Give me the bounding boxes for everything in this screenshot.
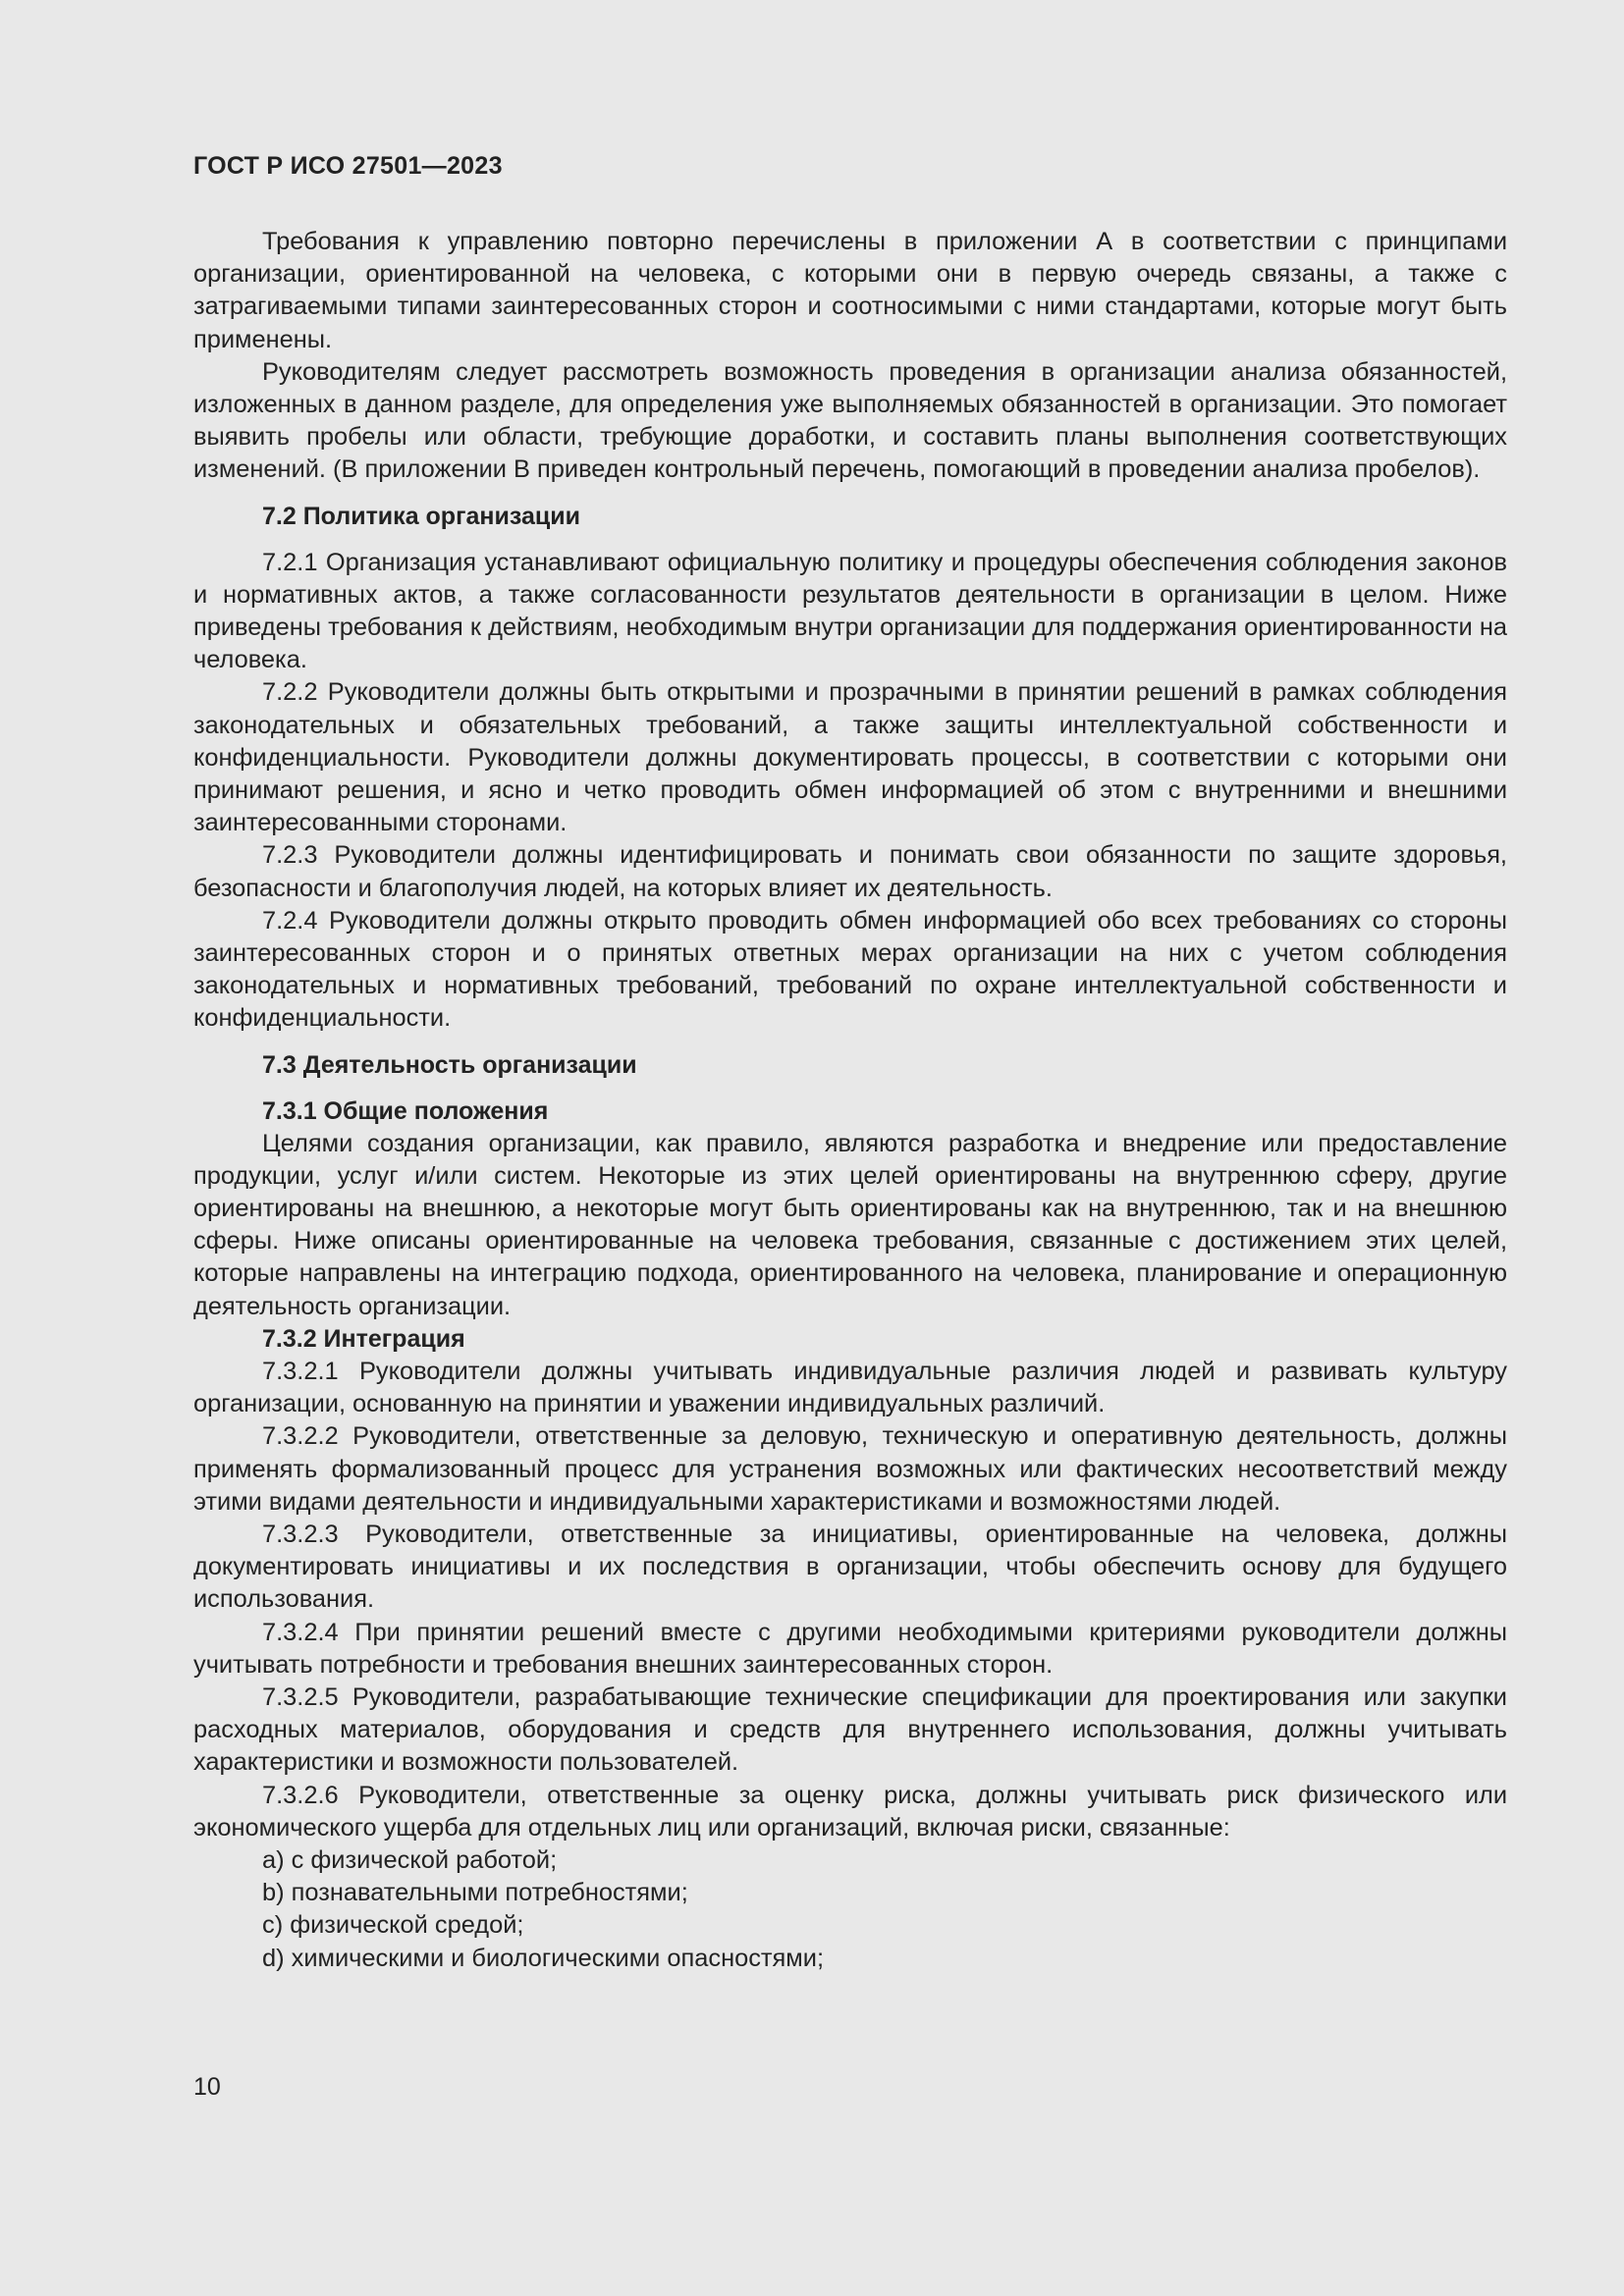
paragraph-7-2-1: 7.2.1 Организация устанавливают официальную политику и процедуры обеспечения соблюдения законов и нормативных актов, а также согласованности результатов деятельности в организации в целом. Ниже приведены требования к действиям, необходимым внутри организации для поддержания ориентированности на человека. bbox=[193, 548, 1507, 674]
paragraph-7-3-2-1: 7.3.2.1 Руководители должны учитывать индивидуальные различия людей и развивать культуру организации, основанную на принятии и уважении индивидуальных различий. bbox=[193, 1357, 1507, 1418]
list-item-c: c) физической средой; bbox=[262, 1911, 524, 1940]
standard-header: ГОСТ Р ИСО 27501—2023 bbox=[193, 152, 503, 180]
paragraph-intro-1: Требования к управлению повторно перечислены в приложении А в соответствии с принципами организации, ориентированной на человека, с которыми они в первую очередь связаны, а также с затрагиваемыми типами заинтересованных сторон и соотносимыми с ними стандартами, которые могут быть применены. bbox=[193, 228, 1507, 353]
document-body bbox=[193, 226, 1507, 1975]
section-heading-7-3: 7.3 Деятельность организации bbox=[262, 1050, 637, 1079]
paragraph-7-3-1: Целями создания организации, как правило, являются разработка и внедрение или предоставление продукции, услуг и/или систем. Некоторые из этих целей ориентированы на внутреннюю сферу, другие ориентированы на внешнюю, а некоторые могут быть ориентированы как на внутреннюю, так и на внешнюю сферы. Ниже описаны ориентированные на человека требования, связанные с достижением этих целей, которые направлены на интеграцию подхода, ориентированного на человека, планирование и операционную деятельность организации. bbox=[193, 1129, 1507, 1320]
section-heading-7-2: 7.2 Политика организации bbox=[262, 502, 580, 530]
paragraph-7-3-2-5: 7.3.2.5 Руководители, разрабатывающие технические спецификации для проектирования или закупки расходных материалов, оборудования и средств для внутреннего использования, должны учитывать характеристики и возможности пользователей. bbox=[193, 1682, 1507, 1777]
paragraph-7-2-2: 7.2.2 Руководители должны быть открытыми и прозрачными в принятии решений в рамках соблюдения законодательных и обязательных требований, а также защиты интеллектуальной собственности и конфиденциальности. Руководители должны документировать процессы, в соответствии с которыми они принимают решения, и ясно и четко проводить обмен информацией об этом с внутренними и внешними заинтересованными сторонами. bbox=[193, 678, 1507, 837]
paragraph-7-2-4: 7.2.4 Руководители должны открыто проводить обмен информацией обо всех требованиях со стороны заинтересованных сторон и о принятых ответных мерах организации на них с учетом соблюдения законодательных и нормативных требований, требований по охране интеллектуальной собственности и конфиденциальности. bbox=[193, 906, 1507, 1033]
paragraph-7-3-2-3: 7.3.2.3 Руководители, ответственные за инициативы, ориентированные на человека, должны документировать инициативы и их последствия в организации, чтобы обеспечить основу для будущего использования. bbox=[193, 1520, 1507, 1614]
subsection-heading-7-3-1: 7.3.1 Общие положения bbox=[262, 1096, 549, 1125]
paragraph-7-3-2-6: 7.3.2.6 Руководители, ответственные за оценку риска, должны учитывать риск физического или экономического ущерба для отдельных лиц или организаций, включая риски, связанные: bbox=[193, 1781, 1507, 1842]
page-number: 10 bbox=[193, 2073, 221, 2101]
paragraph-7-3-2-4: 7.3.2.4 При принятии решений вместе с другими необходимыми критериями руководители должны учитывать потребности и требования внешних заинтересованных сторон. bbox=[193, 1618, 1507, 1679]
paragraph-7-2-3: 7.2.3 Руководители должны идентифицировать и понимать свои обязанности по защите здоровья, безопасности и благополучия людей, на которых влияет их деятельность. bbox=[193, 841, 1507, 902]
list-item-a: a) с физической работой; bbox=[262, 1845, 558, 1874]
subsection-heading-7-3-2: 7.3.2 Интеграция bbox=[262, 1324, 465, 1353]
paragraph-7-3-2-2: 7.3.2.2 Руководители, ответственные за деловую, техническую и оперативную деятельность, должны применять формализованный процесс для устранения возможных или фактических несоответствий между этими видами деятельности и индивидуальными характеристиками и возможностями людей. bbox=[193, 1422, 1507, 1516]
list-item-b: b) познавательными потребностями; bbox=[262, 1879, 688, 1907]
paragraph-intro-2: Руководителям следует рассмотреть возможность проведения в организации анализа обязанностей, изложенных в данном разделе, для определения уже выполняемых обязанностей в организации. Это помогает выявить пробелы или области, требующие доработки, и составить планы выполнения соответствующих изменений. (В приложении В приведен контрольный перечень, помогающий в проведении анализа пробелов). bbox=[193, 357, 1507, 484]
list-item-d: d) химическими и биологическими опасностями; bbox=[262, 1944, 824, 1972]
